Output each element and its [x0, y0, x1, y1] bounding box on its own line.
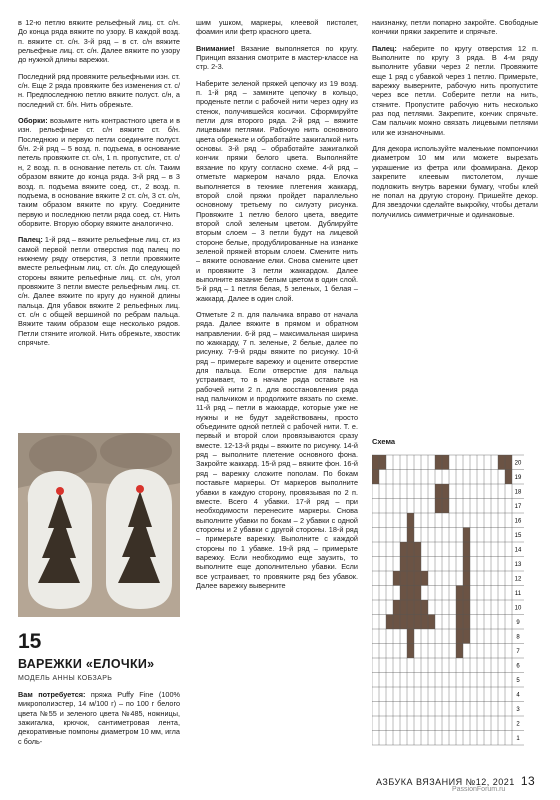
text-column-3 — [372, 18, 538, 226]
right-mitten — [106, 469, 172, 609]
left-mitten — [28, 471, 92, 609]
paragraph: Наберите зеленой пряжей цепочку из 19 возд. п. 1-й ряд – замкните цепочку в кольцо, проденьте петли с рабочей нити через одну из стенок, получившейся косички. Сформируйте петли для второго ряда. 2-й ряд – вяжите лицевыми петлями. Рабочую нить основного цвета обрежьте и обработайте зажигалкой нить основы. 3-й ряд – обработайте зажигалкой кончик пряжи белого цвета. Выполняйте вязание по кругу согласно схеме. 4-й ряд – отметьте маркером начало ряда. Елочка выполняется в технике плетения жаккард, второй слой пряжи пройдет параллельно основному третьему по силуэту рисунка. Провяжите 1 петлю белого цвета, введите второй слой зеленым цветом. Дублируйте вторым слоем – 3 петли будут на лицевой стороне белые, продублированные на изнанке зеленой пряжей вторым слоем. Смените нить – вяжите основание елки. Снова смените цвет и провяжите 3 петли жаккардом. Далее выполните вязание белым цветом в один слой. 5-й ряд – 1 петля белая, 5 зеленых, 1 белая – жаккард. Далее в один слой. — [196, 78, 359, 303]
paragraph: Последний ряд провяжите рельефными изн. ст. с/н. Еще 2 ряда провяжите без изменения ст. с/н. Предпоследнюю петлю вяжите полуст. с/н, а последний ст. б/н. Нить обрежьте. — [18, 71, 181, 109]
scheme-title: Схема — [372, 437, 396, 446]
mittens-photo — [18, 433, 180, 617]
row-number-label: 12 — [514, 576, 522, 583]
paragraph: Палец: 1-й ряд – вяжите рельефные лиц. ст. из самой первой петли отверстия под палец по нижнему ряду отверстия, 3 петли провяжите вместе рельефным лиц. ст. с/н. До следующей стороны вяжите рельефные лиц. ст. с/н, угол провяжите 3 петли вместе рельефным лиц. ст. с/н. Далее вяжите по кругу до нужной длины пальца. Для убавок вяжите 2 рельефных лиц. ст. с/н с общей вершиной по ребрам пальца. Вяжите таким образом еще несколько рядов. Петли стяните иголкой. Нить обрежьте, хвостик спрячьте. — [18, 235, 180, 347]
row-number-label: 20 — [514, 460, 522, 467]
row-number-label: 11 — [514, 591, 522, 598]
row-number-label: 18 — [514, 489, 522, 496]
paragraph: наизнанку, петли попарно закройте. Свободные кончики пряжи закрепите и спрячьте. — [372, 18, 538, 37]
magazine-name: АЗБУКА ВЯЗАНИЯ №12, 2021 — [376, 777, 515, 787]
paragraph: в 12-ю петлю вяжите рельефный лиц. ст. с/н. До конца ряда вяжите по узору. В каждой возд. п. вяжите ст. с/н. 3-й ряд – в ст. с/н вяжите рельефные лиц. ст. с/н. Далее вяжите по узору до нужной длины варежки. — [18, 18, 180, 65]
row-number-label: 7 — [516, 649, 520, 656]
paragraph: шим ушком, маркеры, клеевой пистолет, фоамин или фетр красного цвета. — [196, 18, 358, 37]
row-number-label: 2 — [516, 721, 520, 728]
knitting-chart — [372, 452, 524, 746]
page-number: 13 — [520, 774, 536, 788]
row-number-label: 13 — [514, 562, 522, 569]
model-author: МОДЕЛЬ АННЫ КОБЗАРЬ — [18, 675, 113, 682]
watermark: PassionForum.ru — [452, 786, 506, 793]
mittens-illustration — [18, 433, 180, 617]
row-number-label: 14 — [514, 547, 522, 554]
row-number-label: 9 — [516, 620, 520, 627]
paragraph: Внимание! Вязание выполняется по кругу. Принцип вязания смотрите в мастер-классе на стр. 2-3. — [196, 43, 358, 72]
paragraph: Для декора используйте маленькие помпончики диаметром 10 мм или можете вырезать украшение из фетра или фоамирана. Декор закрепите клеевым пистолетом, лучше подложить внутрь варежки бумагу, чтобы клей не попал на другую сторону. Пришейте декор. Для звездочки сделайте выкройку, чтобы детали получились симметричные и одинаковые. — [372, 144, 538, 219]
paragraph: Палец: наберите по кругу отверстия 12 п. Выполните по кругу 3 ряда. В 4-м ряду выполните убавки через 2 петли. Провяжите еще 1 ряд с убавкой через 1 петлю. Примерьте, варежку выверните, рабочую нить пропустите через все петли. Соберите петли на нить, стяните. Пропустите рабочую нить несколько раз под петлями. Закрепите, кончик спрячьте. Сам пальчик можно связать лицевыми петлями или же изнаночными. — [372, 43, 538, 137]
row-number-label: 17 — [514, 504, 522, 511]
row-number-label: 3 — [516, 707, 520, 714]
row-number-label: 15 — [514, 533, 522, 540]
row-number-label: 10 — [514, 605, 522, 612]
row-number-label: 6 — [516, 663, 520, 670]
paragraph: Оборки: возьмите нить контрастного цвета и в изн. рельефные ст. с/н вяжите ст. б/н. Последнюю и первую петли соедините полуст. б/н. 2-й ряд – 5 возд. п. подъема, в основание петель провяжите ст. с/н, 1 п. пропустите, ст. с/н, 2 возд. п. в основание петель ст. с/н. Таким образом вяжите до конца ряда. 3-й ряд – в 3 возд. п. подъема вяжите соед. ст., 2 возд. п. подъема, в основание вяжите 2 ст. с/н, 3 ст. с/н, таким образом вяжите по кругу. Соедините первую и последнюю петли ряда соед. ст. Нить оборвите. Вторую оборку вяжите аналогично. — [18, 116, 180, 228]
text-column-1 — [18, 18, 180, 354]
materials-paragraph: Вам потребуется: пряжа Puffy Fine (100% микрополиэстер, 14 м/100 г) – по 100 г белого цвета №55 и зеленого цвета №485, ножницы, зажигалка, крючок, сантиметровая лента, декоративные помпоны диаметром 10 мм, игла с боль- — [18, 690, 180, 746]
row-number-label: 1 — [516, 736, 520, 743]
row-number-label: 8 — [516, 634, 520, 641]
model-number: 15 — [18, 630, 42, 653]
row-number-label: 4 — [516, 692, 520, 699]
row-number-label: 5 — [516, 678, 520, 685]
text-column-2 — [196, 18, 358, 597]
model-title: ВАРЕЖКИ «ЕЛОЧКИ» — [18, 657, 155, 671]
row-number-label: 19 — [514, 475, 522, 482]
row-number-label: 16 — [514, 518, 522, 525]
paragraph: Отметьте 2 п. для пальчика вправо от начала ряда. Далее вяжите в прямом и обратном направлении. 6-й ряд – максимальная ширина по жаккарду, 7 п. зеленые, 2 белые, далее по рисунку. 7-9-й ряды вяжите по рисунку. 10-й ряд – примерьте варежку и оцените отверстие для пальца. Если отверстие для пальца устраивает, то в начале ряда оставьте на рабочей нити 2 п. для восстановления ряда над пальчиком и продолжите вязать по схеме. 11-й ряд – петли в жаккарде, которые уже не нужны и не будут задействованы, просто объедините одной петлей с рабочей нити. Т. е. первый и второй слои провязываются сразу вместе. 12-13-й ряды – вяжите по рисунку. 14-й ряд – выполните плетение основного фона. Закройте жаккард. 15-й ряд – вяжите фон. 16-й ряд – варежку сложите пополам. По бокам поставьте маркеры. От маркеров выполните убавки в каждую сторону, провязывая по 2 п. вместе. Всего 4 убавки. 17-й ряд – при необходимости перенесите маркеры. Снова выполните убавки по бокам – 2 убавки с одной стороны и 2 убавки с другой стороны. 18-й ряд – примерьте варежку. Выполните с каждой стороны по 1 убавке. 19-й ряд – примерьте варежку. Если необходимо еще заузить, то выполните еще дополнительно убавки. Если все устраивает, то провяжите ряд без убавок. Далее варежку выверните — [196, 309, 358, 590]
